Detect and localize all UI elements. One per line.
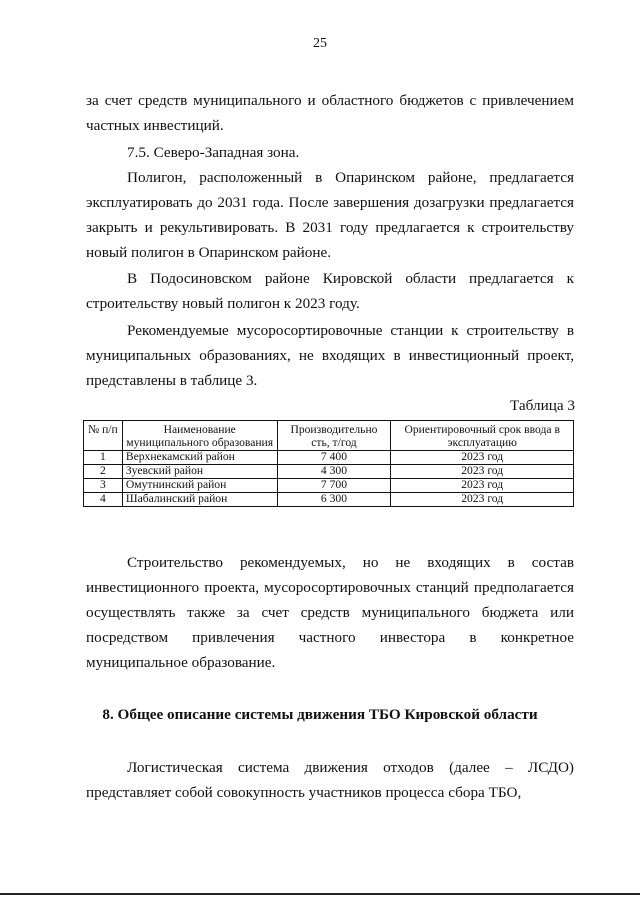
table-row bbox=[84, 451, 574, 465]
cell-capacity: 6 300 bbox=[277, 493, 391, 507]
cell-capacity: 7 400 bbox=[277, 451, 391, 465]
cell-name: Омутнинский район bbox=[122, 479, 277, 493]
cell-date: 2023 год bbox=[391, 465, 574, 479]
page-number: 25 bbox=[313, 36, 327, 51]
table-header-row bbox=[84, 421, 574, 451]
paragraph-construction-funding: Строительство рекомендуемых, но не входящих в состав инвестиционного проекта, мусоросортировочных станций предполагается осуществлять также за счет средств муниципального бюджета или посредством привлечения частного инвестора в конкретное муниципальное образование. bbox=[86, 554, 574, 671]
cell-date: 2023 год bbox=[391, 479, 574, 493]
cell-capacity: 7 700 bbox=[277, 479, 391, 493]
paragraph-oparino-landfill: Полигон, расположенный в Опаринском районе, предлагается эксплуатировать до 2031 года. После завершения дозагрузки предлагается закрыть и рекультивировать. В 2031 году предлагается к строительству новый полигон в Опаринском районе. bbox=[86, 169, 574, 261]
paragraph-sorting-stations: Рекомендуемые мусоросортировочные станции к строительству в муниципальных образованиях, не входящих в инвестиционный проект, представлены в таблице 3. bbox=[86, 322, 574, 389]
cell-capacity: 4 300 bbox=[277, 465, 391, 479]
cell-num: 2 bbox=[84, 465, 123, 479]
cell-name: Шабалинский район bbox=[122, 493, 277, 507]
paragraph-logistics-system: Логистическая система движения отходов (далее – ЛСДО) представляет собой совокупность участников процесса сбора ТБО, bbox=[86, 759, 574, 801]
cell-date: 2023 год bbox=[391, 451, 574, 465]
cell-num: 4 bbox=[84, 493, 123, 507]
cell-num: 1 bbox=[84, 451, 123, 465]
cell-name: Зуевский район bbox=[122, 465, 277, 479]
cell-name: Верхнекамский район bbox=[122, 451, 277, 465]
cell-num: 3 bbox=[84, 479, 123, 493]
table-row bbox=[84, 479, 574, 493]
header-capacity: Производительно сть, т/год bbox=[277, 421, 391, 451]
section-heading: 8. Общее описание системы движения ТБО Кировской области bbox=[102, 706, 538, 723]
table-caption: Таблица 3 bbox=[510, 397, 575, 414]
subsection-northwest-zone: 7.5. Северо-Западная зона. bbox=[127, 144, 300, 161]
table-row bbox=[84, 465, 574, 479]
sorting-stations-table bbox=[83, 420, 574, 507]
page-bottom-rule bbox=[0, 893, 640, 895]
table-row bbox=[84, 493, 574, 507]
cell-date: 2023 год bbox=[391, 493, 574, 507]
header-date: Ориентировочный срок ввода в эксплуатацию bbox=[391, 421, 574, 451]
header-num: № п/п bbox=[84, 421, 123, 451]
paragraph-budget-funding: за счет средств муниципального и областного бюджетов с привлечением частных инвестиций. bbox=[86, 92, 574, 134]
header-name: Наименование муниципального образования bbox=[122, 421, 277, 451]
paragraph-podosinovets-landfill: В Подосиновском районе Кировской области предлагается к строительству новый полигон к 2023 году. bbox=[86, 270, 574, 312]
